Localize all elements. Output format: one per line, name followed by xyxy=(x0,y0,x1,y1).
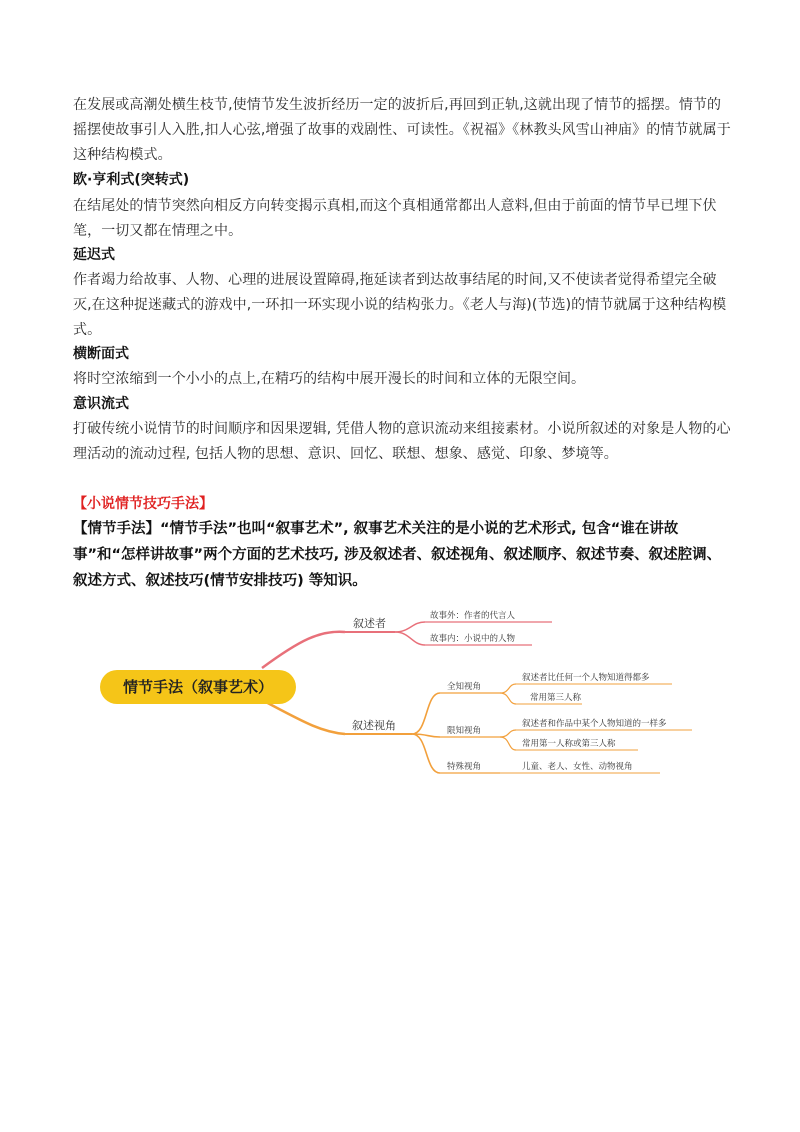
omni-branch-1 xyxy=(500,684,516,693)
heading-stream: 意识流式 xyxy=(73,396,129,412)
narrator-label: 叙述者 xyxy=(353,617,386,630)
narrator-child-1: 故事外：作者的代言人 xyxy=(430,611,516,621)
omniscient-connector xyxy=(412,693,440,734)
mindmap-root-label: 情节手法（叙事艺术） xyxy=(122,678,274,696)
technique-red-heading: 【小说情节技巧手法】 xyxy=(73,496,213,512)
special-connector xyxy=(412,734,440,773)
special-child-1: 儿童、老人、女性、动物视角 xyxy=(522,762,633,772)
heading-delay: 延迟式 xyxy=(73,247,115,263)
limited-branch-2 xyxy=(500,737,516,750)
paragraph-crosssection: 将时空浓缩到一个小小的点上,在精巧的结构中展开漫长的时间和立体的无限空间。 xyxy=(73,371,586,387)
heading-ohenry: 欧·亨利式(突转式) xyxy=(73,172,190,188)
omniscient-label: 全知视角 xyxy=(447,682,482,692)
special-label: 特殊视角 xyxy=(447,762,482,772)
omni-child-1: 叙述者比任何一个人物知道得都多 xyxy=(522,673,650,683)
perspective-label: 叙述视角 xyxy=(352,719,396,732)
omni-child-2: 常用第三人称 xyxy=(530,693,582,703)
limited-child-2: 常用第一人称或第三人称 xyxy=(522,739,616,749)
paragraph-ohenry: 在结尾处的情节突然向相反方向转变揭示真相,而这个真相通常都出人意料,但由于前面的情节早已埋下伏笔，一切又都在情理之中。 xyxy=(73,198,717,239)
paragraph-stream: 打破传统小说情节的时间顺序和因果逻辑, 凭借人物的意识流动来组接素材。小说所叙述的对象是人物的心理活动的流动过程, 包括人物的思想、意识、回忆、联想、想象、感觉、印象、梦境等。 xyxy=(73,421,731,462)
paragraph-delay: 作者竭力给故事、人物、心理的进展设置障碍,拖延读者到达故事结尾的时间,又不使读者觉得希望完全破灭,在这种捉迷藏式的游戏中,一环扣一环实现小说的结构张力。《老人与海)(节选)的情节就属于这种结构模式。 xyxy=(73,272,727,338)
narrator-connector xyxy=(262,632,345,668)
perspective-connector xyxy=(262,700,345,734)
narrator-child-2: 故事内：小说中的人物 xyxy=(430,634,516,644)
omni-branch-2 xyxy=(500,693,516,704)
heading-crosssection: 横断面式 xyxy=(73,346,129,362)
limited-label: 限知视角 xyxy=(447,726,482,736)
limited-branch-1 xyxy=(500,730,516,737)
narrator-branch-2 xyxy=(395,632,425,645)
limited-child-1: 叙述者和作品中某个人物知道的一样多 xyxy=(522,719,667,729)
technique-paragraph: 【情节手法】“情节手法”也叫“叙事艺术”, 叙事艺术关注的是小说的艺术形式, 包含“谁在讲故事”和“怎样讲故事”两个方面的艺术技巧, 涉及叙述者、叙述视角、叙述顺序、叙述节奏、叙述腔调、叙述方式、叙述技巧(情节安排技巧) 等知识。 xyxy=(73,521,722,589)
narrator-branch-1 xyxy=(395,622,425,632)
paragraph-swing: 在发展或高潮处横生枝节,使情节发生波折经历一定的波折后,再回到正轨,这就出现了情节的摇摆。情节的摇摆使故事引人入胜,扣人心弦,增强了故事的戏剧性、可读性。《祝福》《林教头风雪山神庙》的情节就属于这种结构模式。 xyxy=(73,97,731,163)
